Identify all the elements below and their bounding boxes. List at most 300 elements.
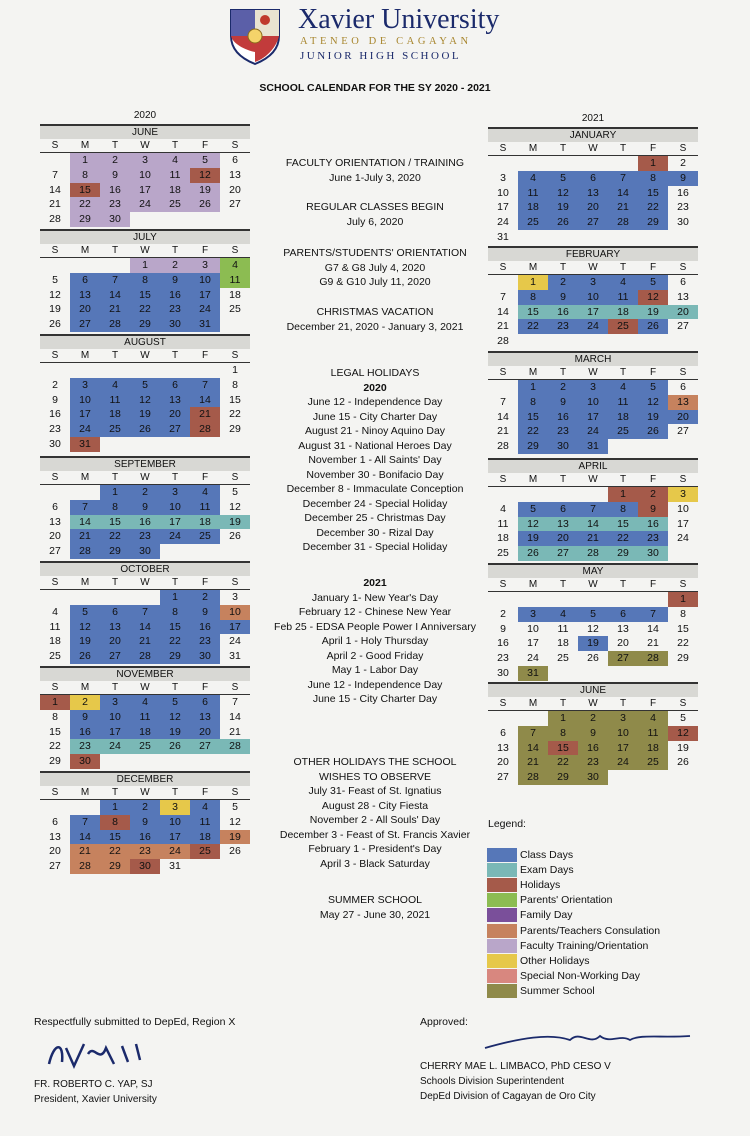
holiday-item: February 12 - Chinese New Year — [298, 606, 452, 618]
day-cell: 3 — [232, 591, 238, 603]
weekday-label: S — [679, 474, 687, 485]
day-cell: 25 — [190, 844, 220, 859]
day-cell: 3 — [70, 378, 100, 393]
empty-cell — [488, 592, 518, 607]
weekday-label: T — [171, 140, 179, 151]
day-cell: 6 — [548, 502, 578, 517]
day-cell: 12 — [70, 620, 100, 635]
university-crest-icon — [225, 6, 285, 66]
day-cell: 10 — [70, 393, 100, 408]
day-cell: 4 — [220, 258, 250, 273]
empty-cell — [70, 800, 100, 815]
day-cell: 13 — [100, 620, 130, 635]
day-cell: 20 — [70, 302, 100, 317]
day-cell: 9 — [52, 393, 58, 406]
day-cell: 7 — [500, 290, 506, 303]
legend-swatch — [487, 908, 517, 922]
legend — [487, 847, 687, 999]
day-cell: 29 — [548, 770, 578, 785]
holiday-item: December 25 - Christmas Day — [304, 512, 446, 524]
weekday-label: M — [528, 143, 538, 154]
day-cell: 10 — [220, 605, 250, 620]
weekday-label: T — [171, 682, 179, 693]
weekday-label: T — [171, 577, 179, 588]
submitted-text: Respectfully submitted to DepEd, Region X — [34, 1016, 236, 1028]
day-cell: 4 — [190, 800, 220, 815]
day-cell: 23 — [130, 529, 160, 544]
day-cell: 11 — [130, 710, 160, 725]
day-cell: 23 — [160, 302, 190, 317]
day-cell: 18 — [160, 183, 190, 198]
day-cell: 12 — [668, 726, 698, 741]
day-cell: 4 — [52, 605, 58, 618]
weekday-label: T — [559, 143, 567, 154]
weekday-label: F — [649, 262, 657, 273]
weekday-label: T — [171, 350, 179, 361]
weekday-label: F — [649, 474, 657, 485]
month-june — [488, 682, 698, 785]
day-cell: 25 — [557, 652, 569, 665]
weekday-header — [40, 681, 250, 695]
day-cell: 5 — [232, 486, 238, 498]
weekday-label: M — [528, 579, 538, 590]
day-cell: 13 — [190, 710, 220, 725]
orientation-date-1: G7 & G8 July 4, 2020 — [324, 261, 426, 274]
day-grid — [40, 485, 250, 559]
empty-cell — [518, 592, 548, 607]
empty-cell — [40, 153, 70, 168]
empty-cell — [40, 590, 70, 605]
day-cell: 26 — [130, 422, 160, 437]
holiday-item: December 31 - Special Holiday — [302, 541, 448, 553]
day-cell: 27 — [49, 860, 61, 873]
month-name: SEPTEMBER — [40, 456, 250, 471]
day-cell: 8 — [52, 710, 58, 723]
day-cell: 10 — [190, 273, 220, 288]
day-cell: 24 — [608, 755, 638, 770]
holidays-2021-list — [270, 591, 480, 707]
day-cell: 29 — [160, 649, 190, 664]
day-cell: 23 — [49, 423, 61, 436]
weekday-label: T — [111, 787, 119, 798]
faculty-orientation-date: June 1-July 3, 2020 — [329, 171, 421, 184]
legend-label: Holidays — [520, 878, 561, 891]
day-cell: 17 — [130, 183, 160, 198]
legend-swatch — [487, 848, 517, 862]
day-cell: 15 — [49, 725, 61, 738]
day-cell: 8 — [518, 290, 548, 305]
right-signatory-title: Schools Division Superintendent — [420, 1076, 564, 1087]
month-december — [40, 771, 250, 874]
day-cell: 10 — [497, 186, 509, 199]
day-cell: 22 — [100, 529, 130, 544]
empty-cell — [40, 363, 70, 378]
day-cell: 16 — [638, 517, 668, 532]
legend-item — [487, 893, 687, 908]
day-cell: 9 — [548, 290, 578, 305]
day-cell: 19 — [220, 515, 250, 530]
day-cell: 29 — [130, 317, 160, 332]
day-cell: 13 — [677, 290, 689, 303]
day-cell: 17 — [220, 620, 250, 635]
legend-swatch — [487, 984, 517, 998]
day-cell: 27 — [677, 425, 689, 438]
empty-cell — [190, 363, 220, 378]
weekday-label: T — [171, 787, 179, 798]
day-cell: 13 — [49, 515, 61, 528]
day-cell: 14 — [70, 515, 100, 530]
day-cell: 21 — [578, 531, 608, 546]
day-cell: 1 — [638, 156, 668, 171]
day-cell: 12 — [160, 710, 190, 725]
day-cell: 4 — [160, 153, 190, 168]
day-cell: 21 — [190, 407, 220, 422]
day-cell: 11 — [160, 168, 190, 183]
day-cell: 30 — [677, 216, 689, 229]
empty-cell — [100, 590, 130, 605]
day-cell: 29 — [638, 215, 668, 230]
day-cell: 7 — [70, 815, 100, 830]
day-cell: 21 — [497, 320, 509, 333]
day-cell: 23 — [497, 652, 509, 665]
day-cell: 4 — [548, 607, 578, 622]
day-cell: 17 — [160, 830, 190, 845]
empty-cell — [130, 363, 160, 378]
day-grid — [488, 487, 698, 561]
holiday-item: November 1 - All Saints' Day — [308, 454, 442, 466]
day-cell: 13 — [160, 393, 190, 408]
christmas-date: December 21, 2020 - January 3, 2021 — [286, 320, 464, 333]
day-cell: 30 — [49, 437, 61, 450]
day-cell: 27 — [100, 649, 130, 664]
day-cell: 18 — [190, 515, 220, 530]
day-cell: 22 — [130, 302, 160, 317]
day-cell: 22 — [160, 634, 190, 649]
day-grid — [40, 153, 250, 227]
day-cell: 15 — [518, 305, 548, 320]
day-cell: 2 — [638, 487, 668, 502]
day-cell: 3 — [130, 153, 160, 168]
day-cell: 22 — [608, 531, 638, 546]
day-cell: 15 — [100, 515, 130, 530]
weekday-label: S — [499, 367, 507, 378]
day-cell: 19 — [190, 183, 220, 198]
day-cell: 14 — [49, 183, 61, 196]
day-cell: 31 — [518, 666, 548, 681]
legal-holidays-year-2020: 2020 — [363, 381, 387, 394]
day-grid — [488, 156, 698, 245]
day-cell: 8 — [638, 171, 668, 186]
weekday-label: S — [679, 143, 687, 154]
day-cell: 23 — [130, 844, 160, 859]
day-cell: 3 — [578, 275, 608, 290]
holiday-item: February 1 - President's Day — [308, 843, 442, 855]
weekday-label: W — [588, 367, 598, 378]
day-cell: 25 — [608, 319, 638, 334]
day-cell: 18 — [190, 830, 220, 845]
day-cell: 12 — [229, 500, 241, 513]
day-cell: 2 — [52, 378, 58, 391]
day-cell: 16 — [70, 725, 100, 740]
weekday-label: S — [51, 472, 59, 483]
day-cell: 11 — [497, 517, 509, 530]
regular-classes-block — [270, 200, 480, 229]
empty-cell — [160, 363, 190, 378]
day-cell: 16 — [130, 515, 160, 530]
day-cell: 2 — [130, 800, 160, 815]
holidays-2021-block — [270, 576, 480, 751]
day-cell: 30 — [130, 544, 160, 559]
day-cell: 8 — [100, 500, 130, 515]
day-cell: 6 — [190, 695, 220, 710]
holiday-item: June 15 - City Charter Day — [312, 693, 438, 705]
day-cell: 30 — [190, 649, 220, 664]
legend-swatch — [487, 893, 517, 907]
university-subtitle: ATENEO DE CAGAYAN — [300, 36, 472, 47]
weekday-label: S — [499, 143, 507, 154]
day-cell: 11 — [49, 620, 61, 633]
day-cell: 6 — [70, 273, 100, 288]
month-february — [488, 246, 698, 349]
weekday-label: S — [499, 262, 507, 273]
day-cell: 5 — [160, 695, 190, 710]
day-cell: 28 — [497, 440, 509, 453]
day-cell: 21 — [70, 844, 100, 859]
weekday-header — [488, 578, 698, 592]
day-cell: 9 — [130, 500, 160, 515]
day-cell: 31 — [578, 439, 608, 454]
month-august — [40, 334, 250, 452]
holiday-item: June 15 - City Charter Day — [312, 410, 438, 423]
day-cell: 1 — [70, 153, 100, 168]
weekday-label: T — [619, 143, 627, 154]
day-grid — [40, 695, 250, 769]
day-cell: 28 — [70, 859, 100, 874]
day-cell: 7 — [190, 378, 220, 393]
weekday-label: T — [619, 579, 627, 590]
day-cell: 7 — [70, 500, 100, 515]
day-cell: 5 — [638, 380, 668, 395]
empty-cell — [518, 711, 548, 726]
day-cell: 22 — [677, 637, 689, 650]
day-cell: 13 — [668, 395, 698, 410]
day-cell: 17 — [497, 201, 509, 214]
day-cell: 5 — [680, 712, 686, 724]
other-holidays-block — [270, 755, 480, 871]
day-cell: 21 — [130, 634, 160, 649]
day-cell: 17 — [578, 410, 608, 425]
empty-cell — [70, 258, 100, 273]
day-cell: 24 — [527, 652, 539, 665]
day-cell: 14 — [518, 741, 548, 756]
day-cell: 15 — [518, 410, 548, 425]
day-cell: 2 — [548, 380, 578, 395]
empty-cell — [70, 590, 100, 605]
day-cell: 14 — [608, 186, 638, 201]
day-cell: 6 — [100, 605, 130, 620]
header — [0, 0, 750, 75]
holidays-2020-list — [270, 395, 480, 555]
weekday-label: F — [649, 367, 657, 378]
legend-swatch — [487, 954, 517, 968]
day-cell: 30 — [160, 317, 190, 332]
day-cell: 23 — [578, 755, 608, 770]
day-cell: 11 — [190, 500, 220, 515]
day-cell: 10 — [677, 502, 689, 515]
weekday-label: S — [231, 682, 239, 693]
day-cell: 23 — [677, 201, 689, 214]
month-september — [40, 456, 250, 559]
month-july — [40, 229, 250, 332]
empty-cell — [488, 487, 518, 502]
weekday-header — [488, 142, 698, 156]
day-cell: 26 — [587, 652, 599, 665]
day-cell: 27 — [70, 317, 100, 332]
day-cell: 3 — [160, 485, 190, 500]
weekday-label: M — [80, 472, 90, 483]
day-cell: 6 — [160, 378, 190, 393]
month-name: NOVEMBER — [40, 666, 250, 681]
day-cell: 1 — [100, 485, 130, 500]
empty-cell — [488, 380, 518, 395]
weekday-label: S — [51, 577, 59, 588]
legend-label: Faculty Training/Orientation — [520, 939, 649, 952]
day-cell: 6 — [680, 276, 686, 288]
empty-cell — [638, 592, 668, 607]
day-cell: 14 — [130, 620, 160, 635]
month-name: JUNE — [40, 124, 250, 139]
day-cell: 30 — [70, 754, 100, 769]
month-name: APRIL — [488, 458, 698, 473]
day-cell: 27 — [497, 771, 509, 784]
day-cell: 15 — [70, 183, 100, 198]
weekday-header — [488, 473, 698, 487]
weekday-label: F — [201, 472, 209, 483]
day-cell: 14 — [70, 830, 100, 845]
day-cell: 4 — [608, 380, 638, 395]
legend-item — [487, 908, 687, 923]
day-cell: 16 — [677, 186, 689, 199]
day-cell: 16 — [190, 620, 220, 635]
day-cell: 20 — [229, 183, 241, 196]
day-cell: 24 — [229, 635, 241, 648]
day-cell: 8 — [70, 168, 100, 183]
weekday-label: W — [588, 262, 598, 273]
day-cell: 9 — [160, 273, 190, 288]
signature-scribble-left-icon — [44, 1034, 184, 1074]
weekday-label: M — [80, 350, 90, 361]
weekday-label: W — [140, 350, 150, 361]
day-cell: 24 — [100, 739, 130, 754]
weekday-label: W — [140, 472, 150, 483]
day-grid — [488, 380, 698, 454]
day-cell: 7 — [518, 726, 548, 741]
day-cell: 9 — [500, 622, 506, 635]
legend-item — [487, 847, 687, 862]
orientation-title: PARENTS/STUDENTS' ORIENTATION — [283, 247, 467, 259]
day-cell: 9 — [190, 605, 220, 620]
empty-cell — [608, 156, 638, 171]
weekday-label: T — [619, 474, 627, 485]
weekday-label: T — [111, 472, 119, 483]
other-holidays-title-2: WISHES TO OBSERVE — [318, 770, 432, 783]
weekday-header — [488, 366, 698, 380]
day-cell: 10 — [578, 290, 608, 305]
empty-cell — [40, 485, 70, 500]
day-cell: 9 — [548, 395, 578, 410]
weekday-label: F — [201, 787, 209, 798]
day-cell: 16 — [160, 288, 190, 303]
day-cell: 17 — [160, 515, 190, 530]
day-cell: 8 — [160, 605, 190, 620]
summer-school-title: SUMMER SCHOOL — [328, 894, 422, 906]
day-cell: 1 — [668, 592, 698, 607]
day-cell: 19 — [548, 200, 578, 215]
empty-cell — [578, 156, 608, 171]
day-cell: 25 — [100, 422, 130, 437]
day-cell: 1 — [608, 487, 638, 502]
weekday-label: W — [140, 245, 150, 256]
day-cell: 17 — [70, 407, 100, 422]
day-cell: 21 — [497, 425, 509, 438]
day-cell: 11 — [518, 186, 548, 201]
day-cell: 14 — [190, 393, 220, 408]
day-cell: 24 — [160, 844, 190, 859]
day-grid — [40, 590, 250, 664]
day-cell: 25 — [160, 197, 190, 212]
day-cell: 22 — [548, 755, 578, 770]
weekday-label: F — [649, 698, 657, 709]
day-cell: 27 — [190, 739, 220, 754]
day-cell: 27 — [229, 198, 241, 211]
day-cell: 17 — [578, 305, 608, 320]
day-cell: 3 — [668, 487, 698, 502]
holiday-item: January 1- New Year's Day — [311, 591, 439, 604]
weekday-header — [40, 471, 250, 485]
day-cell: 25 — [130, 739, 160, 754]
day-cell: 3 — [500, 171, 506, 184]
weekday-label: T — [111, 245, 119, 256]
weekday-header — [488, 697, 698, 711]
day-cell: 4 — [500, 502, 506, 515]
university-name: Xavier University — [298, 4, 500, 35]
day-cell: 22 — [638, 200, 668, 215]
empty-cell — [578, 487, 608, 502]
day-cell: 30 — [100, 212, 130, 227]
day-cell: 20 — [548, 531, 578, 546]
weekday-label: T — [171, 472, 179, 483]
day-cell: 18 — [130, 725, 160, 740]
day-cell: 6 — [52, 500, 58, 513]
empty-cell — [548, 156, 578, 171]
weekday-label: F — [201, 682, 209, 693]
weekday-label: T — [559, 698, 567, 709]
month-november — [40, 666, 250, 769]
weekday-label: T — [171, 245, 179, 256]
weekday-label: M — [528, 474, 538, 485]
holiday-item: August 28 - City Fiesta — [321, 799, 429, 812]
weekday-label: W — [140, 577, 150, 588]
weekday-label: M — [80, 140, 90, 151]
day-cell: 21 — [608, 200, 638, 215]
holiday-item: December 3 - Feast of St. Francis Xavier — [279, 828, 471, 841]
day-cell: 22 — [518, 319, 548, 334]
day-cell: 14 — [497, 305, 509, 318]
school-name: JUNIOR HIGH SCHOOL — [300, 50, 462, 62]
day-cell: 1 — [548, 711, 578, 726]
day-cell: 6 — [232, 154, 238, 166]
day-cell: 4 — [518, 171, 548, 186]
